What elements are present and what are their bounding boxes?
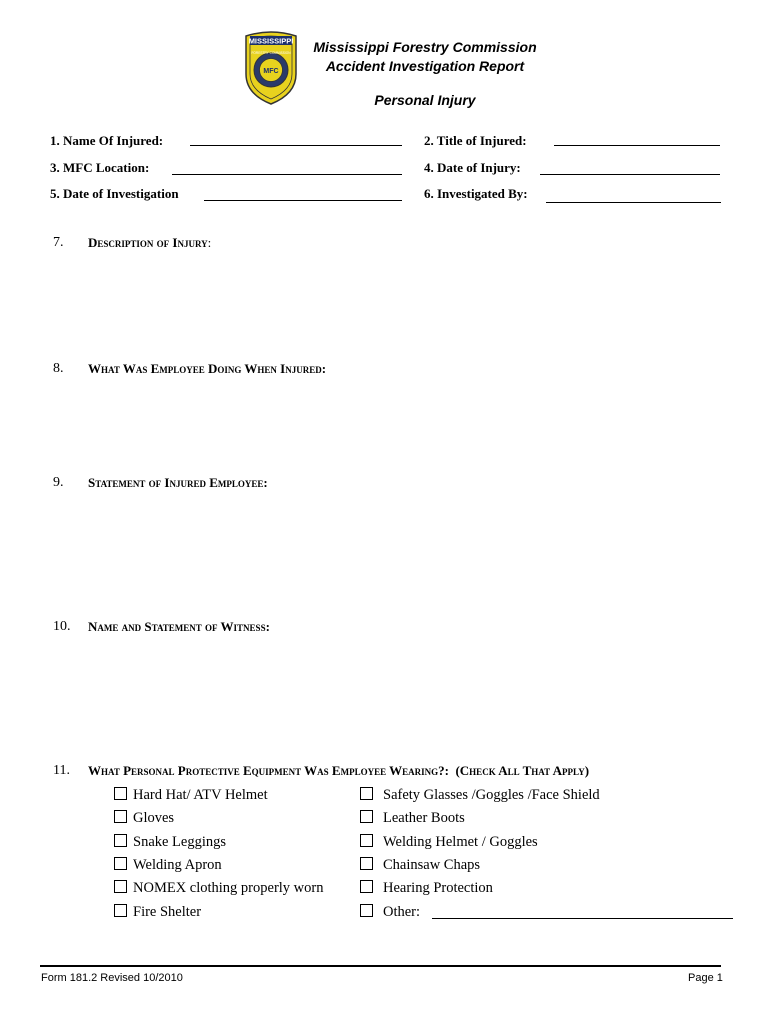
checkbox[interactable]	[360, 810, 373, 823]
svg-text:MISSISSIPPI: MISSISSIPPI	[248, 36, 294, 46]
section-10-number: 10.	[53, 619, 71, 634]
ppe-nomex-option[interactable]: NOMEX clothing properly worn	[114, 880, 323, 897]
checkbox[interactable]	[114, 787, 127, 800]
title-of-injured-label: 2. Title of Injured:	[424, 133, 527, 148]
checkbox[interactable]	[360, 834, 373, 847]
mfc-location-field[interactable]	[172, 174, 402, 175]
checkbox[interactable]	[360, 880, 373, 893]
ppe-other-option[interactable]: Other:	[360, 904, 420, 921]
ppe-fire-shelter-option[interactable]: Fire Shelter	[114, 904, 201, 921]
witness-statement-area[interactable]	[88, 639, 718, 749]
investigated-by-label: 6. Investigated By:	[424, 186, 528, 201]
ppe-welding-apron-option[interactable]: Welding Apron	[114, 857, 222, 874]
title-of-injured-field[interactable]	[554, 145, 720, 146]
checkbox[interactable]	[360, 904, 373, 917]
checkbox[interactable]	[114, 810, 127, 823]
date-of-injury-field[interactable]	[540, 174, 720, 175]
name-of-injured-field[interactable]	[190, 145, 402, 146]
form-number: Form 181.2 Revised 10/2010	[41, 972, 183, 984]
date-of-investigation-label: 5. Date of Investigation	[50, 186, 179, 201]
ppe-chainsaw-chaps-option[interactable]: Chainsaw Chaps	[360, 857, 480, 874]
checkbox[interactable]	[114, 880, 127, 893]
ppe-snake-leggings-option[interactable]: Snake Leggings	[114, 834, 226, 851]
mfc-seal-logo	[243, 30, 299, 106]
ppe-hearing-protection-option[interactable]: Hearing Protection	[360, 880, 493, 897]
ppe-gloves-option[interactable]: Gloves	[114, 810, 174, 827]
ppe-leather-boots-option[interactable]: Leather Boots	[360, 810, 465, 827]
section-7-title: Description of Injury:	[88, 235, 212, 250]
section-8-number: 8.	[53, 361, 64, 376]
ppe-welding-helmet-option[interactable]: Welding Helmet / Goggles	[360, 834, 538, 851]
section-9-title: Statement of Injured Employee:	[88, 475, 268, 490]
org-name: Mississippi Forestry Commission	[313, 39, 537, 55]
ppe-safety-glasses-option[interactable]: Safety Glasses /Goggles /Face Shield	[360, 787, 600, 804]
section-11-number: 11.	[53, 763, 70, 778]
checkbox[interactable]	[114, 857, 127, 870]
name-of-injured-label: 1. Name Of Injured:	[50, 133, 164, 148]
mfc-location-label: 3. MFC Location:	[50, 160, 150, 175]
ppe-hard-hat-option[interactable]: Hard Hat/ ATV Helmet	[114, 787, 268, 804]
section-8-title: What Was Employee Doing When Injured:	[88, 361, 327, 376]
report-subtitle: Personal Injury	[374, 92, 476, 108]
employee-activity-area[interactable]	[88, 381, 718, 466]
checkbox[interactable]	[360, 787, 373, 800]
svg-text:FORESTRY COMMISSION: FORESTRY COMMISSION	[251, 51, 291, 55]
footer-rule	[40, 965, 721, 967]
date-of-investigation-field[interactable]	[204, 200, 402, 201]
date-of-injury-label: 4. Date of Injury:	[424, 160, 521, 175]
checkbox[interactable]	[360, 857, 373, 870]
svg-text:MFC: MFC	[263, 68, 279, 75]
page-number: Page 1	[688, 972, 723, 984]
section-10-title: Name and Statement of Witness:	[88, 619, 270, 634]
section-11-title: What Personal Protective Equipment Was Employee Wearing?: (Check All That Apply)	[88, 763, 590, 778]
report-title: Accident Investigation Report	[325, 58, 525, 74]
section-7-number: 7.	[53, 235, 64, 250]
section-9-number: 9.	[53, 475, 64, 490]
injured-statement-area[interactable]	[88, 495, 718, 610]
checkbox[interactable]	[114, 904, 127, 917]
checkbox[interactable]	[114, 834, 127, 847]
ppe-other-field[interactable]	[432, 918, 733, 919]
investigated-by-field[interactable]	[546, 202, 721, 203]
description-of-injury-area[interactable]	[88, 255, 718, 350]
